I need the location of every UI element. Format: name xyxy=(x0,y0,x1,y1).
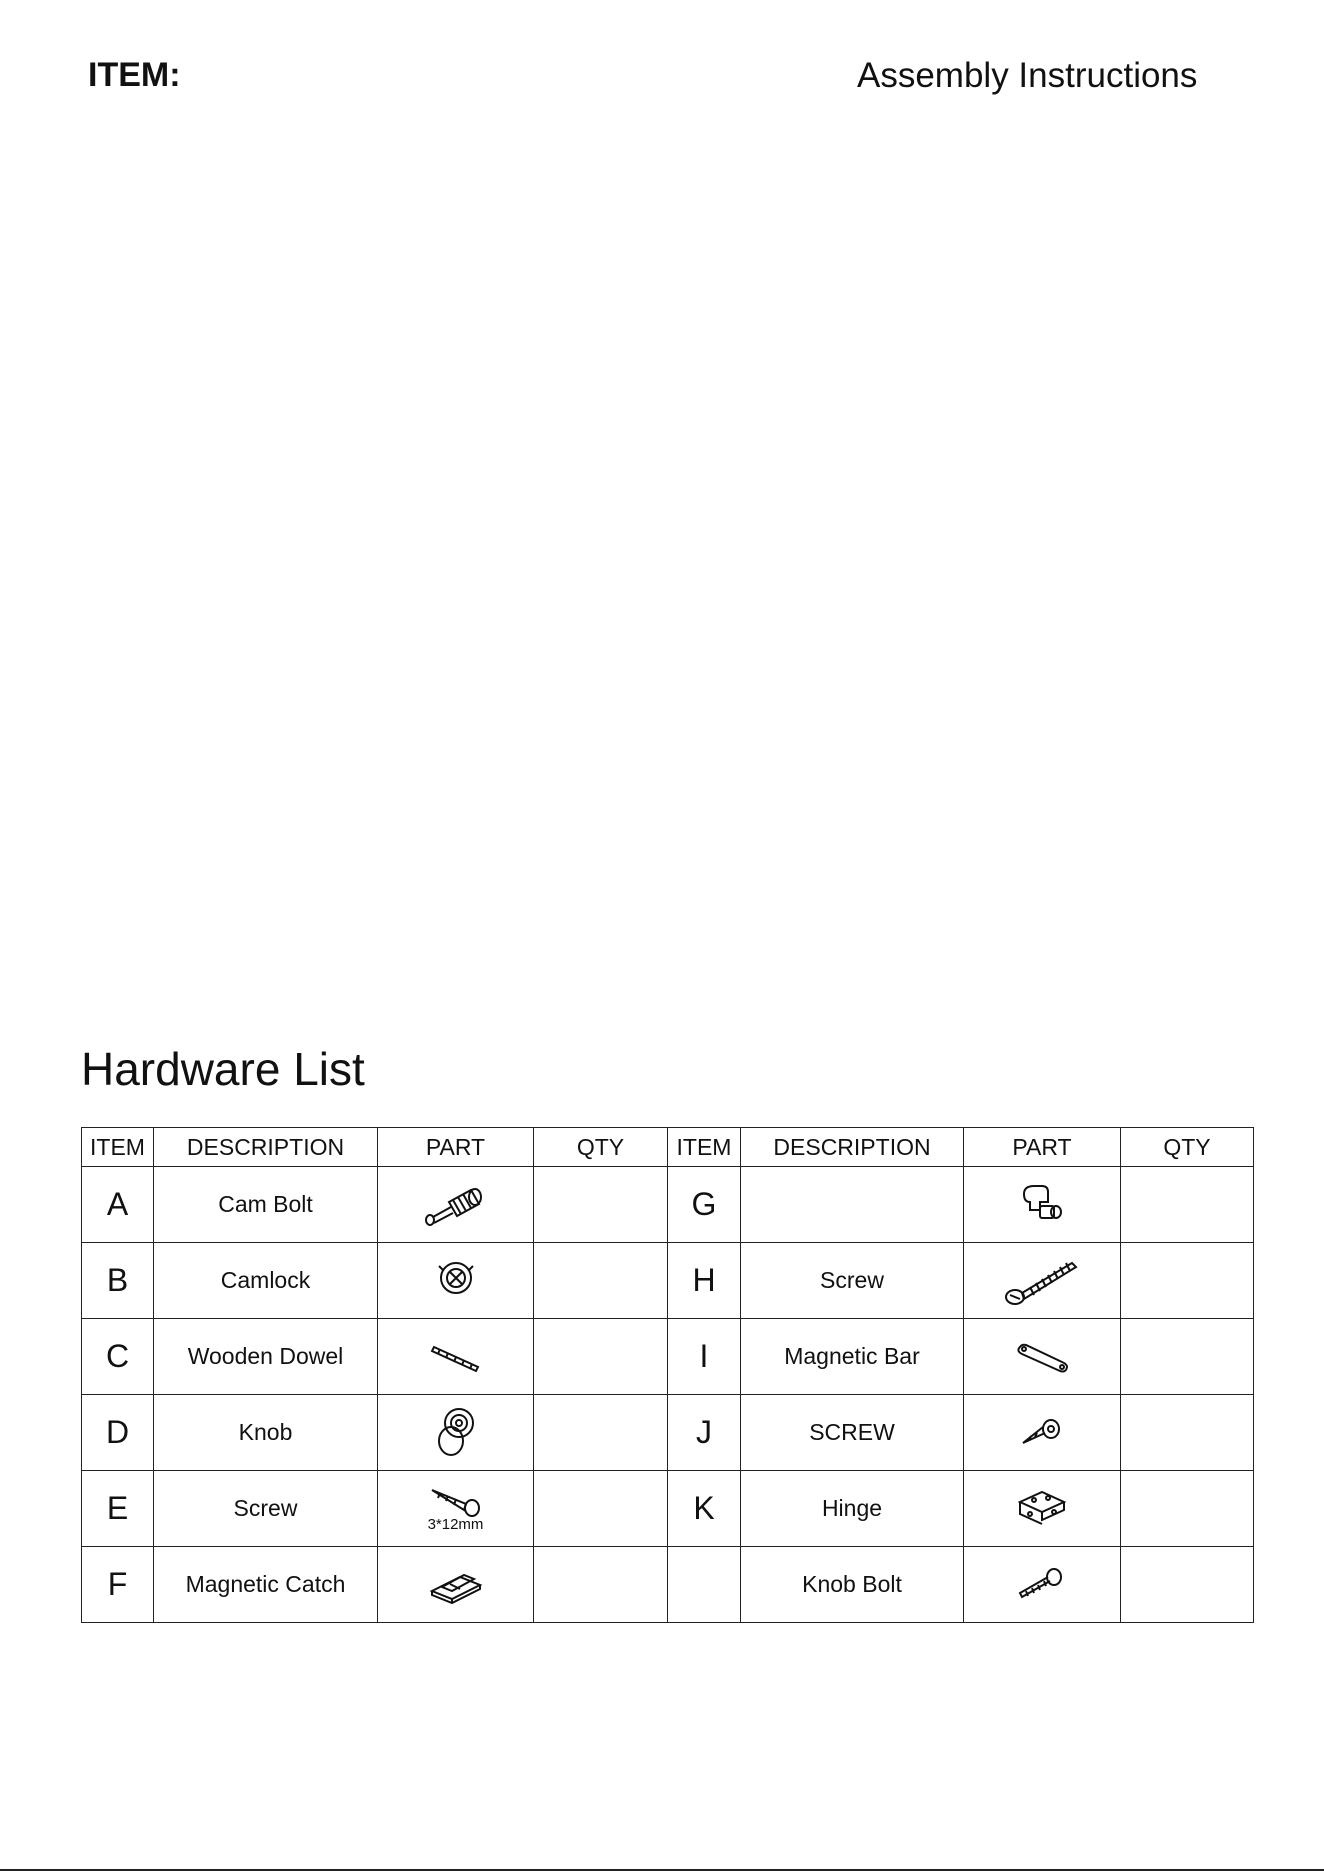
item-description: Knob Bolt xyxy=(741,1547,964,1623)
qty-cell xyxy=(534,1547,668,1623)
qty-cell xyxy=(1121,1167,1254,1243)
item-description: Hinge xyxy=(741,1471,964,1547)
item-letter: B xyxy=(82,1243,154,1319)
qty-cell xyxy=(534,1395,668,1471)
item-letter: K xyxy=(668,1471,741,1547)
hinge-icon xyxy=(1012,1484,1072,1534)
cam-bolt-icon xyxy=(421,1180,491,1230)
col-header-item: ITEM xyxy=(668,1128,741,1167)
item-letter: D xyxy=(82,1395,154,1471)
magnetic-bar-icon xyxy=(1012,1337,1072,1377)
item-letter: J xyxy=(668,1395,741,1471)
item-letter: C xyxy=(82,1319,154,1395)
qty-cell xyxy=(1121,1319,1254,1395)
part-cell xyxy=(378,1319,534,1395)
table-row xyxy=(82,1471,1254,1547)
item-letter: E xyxy=(82,1471,154,1547)
col-header-qty: QTY xyxy=(1121,1128,1254,1167)
table-row xyxy=(82,1243,1254,1319)
document-title: Assembly Instructions xyxy=(857,56,1198,95)
knob-bolt-icon xyxy=(1012,1565,1072,1605)
part-cell xyxy=(964,1319,1121,1395)
part-cell xyxy=(378,1471,534,1547)
short-screw-icon xyxy=(1017,1413,1067,1453)
col-header-part: PART xyxy=(378,1128,534,1167)
item-description: Screw xyxy=(154,1471,378,1547)
item-letter xyxy=(668,1547,741,1623)
item-description: Knob xyxy=(154,1395,378,1471)
item-description: Cam Bolt xyxy=(154,1167,378,1243)
col-header-description: DESCRIPTION xyxy=(741,1128,964,1167)
qty-cell xyxy=(534,1243,668,1319)
table-row xyxy=(82,1319,1254,1395)
item-letter: G xyxy=(668,1167,741,1243)
shelf-pin-icon xyxy=(1012,1180,1072,1230)
qty-cell xyxy=(534,1319,668,1395)
part-cell xyxy=(964,1395,1121,1471)
screw-icon xyxy=(426,1484,486,1518)
table-row xyxy=(82,1167,1254,1243)
hardware-list-title: Hardware List xyxy=(81,1043,365,1095)
part-cell xyxy=(378,1243,534,1319)
col-header-part: PART xyxy=(964,1128,1121,1167)
part-cell xyxy=(378,1395,534,1471)
table-row xyxy=(82,1547,1254,1623)
screw-dimension: 3*12mm xyxy=(427,1516,484,1533)
knob-icon xyxy=(431,1403,481,1463)
qty-cell xyxy=(1121,1471,1254,1547)
item-description: Camlock xyxy=(154,1243,378,1319)
part-cell xyxy=(964,1167,1121,1243)
item-description: Magnetic Bar xyxy=(741,1319,964,1395)
item-description: Magnetic Catch xyxy=(154,1547,378,1623)
qty-cell xyxy=(1121,1395,1254,1471)
table-row xyxy=(82,1395,1254,1471)
col-header-description: DESCRIPTION xyxy=(154,1128,378,1167)
bottom-rule xyxy=(0,1869,1324,1871)
item-letter: A xyxy=(82,1167,154,1243)
table-header-row xyxy=(82,1128,1254,1167)
item-description xyxy=(741,1167,964,1243)
item-description: SCREW xyxy=(741,1395,964,1471)
qty-cell xyxy=(534,1471,668,1547)
item-letter: H xyxy=(668,1243,741,1319)
qty-cell xyxy=(1121,1243,1254,1319)
part-cell xyxy=(378,1547,534,1623)
part-cell xyxy=(964,1547,1121,1623)
hardware-table xyxy=(81,1127,1254,1623)
part-cell xyxy=(964,1243,1121,1319)
part-cell xyxy=(378,1167,534,1243)
item-label: ITEM: xyxy=(88,56,181,94)
item-description: Wooden Dowel xyxy=(154,1319,378,1395)
qty-cell xyxy=(1121,1547,1254,1623)
qty-cell xyxy=(534,1167,668,1243)
item-description: Screw xyxy=(741,1243,964,1319)
wooden-dowel-icon xyxy=(426,1337,486,1377)
long-screw-icon xyxy=(1002,1251,1082,1311)
magnetic-catch-icon xyxy=(426,1563,486,1607)
item-letter: F xyxy=(82,1547,154,1623)
col-header-qty: QTY xyxy=(534,1128,668,1167)
col-header-item: ITEM xyxy=(82,1128,154,1167)
item-letter: I xyxy=(668,1319,741,1395)
part-cell xyxy=(964,1471,1121,1547)
camlock-icon xyxy=(431,1256,481,1306)
